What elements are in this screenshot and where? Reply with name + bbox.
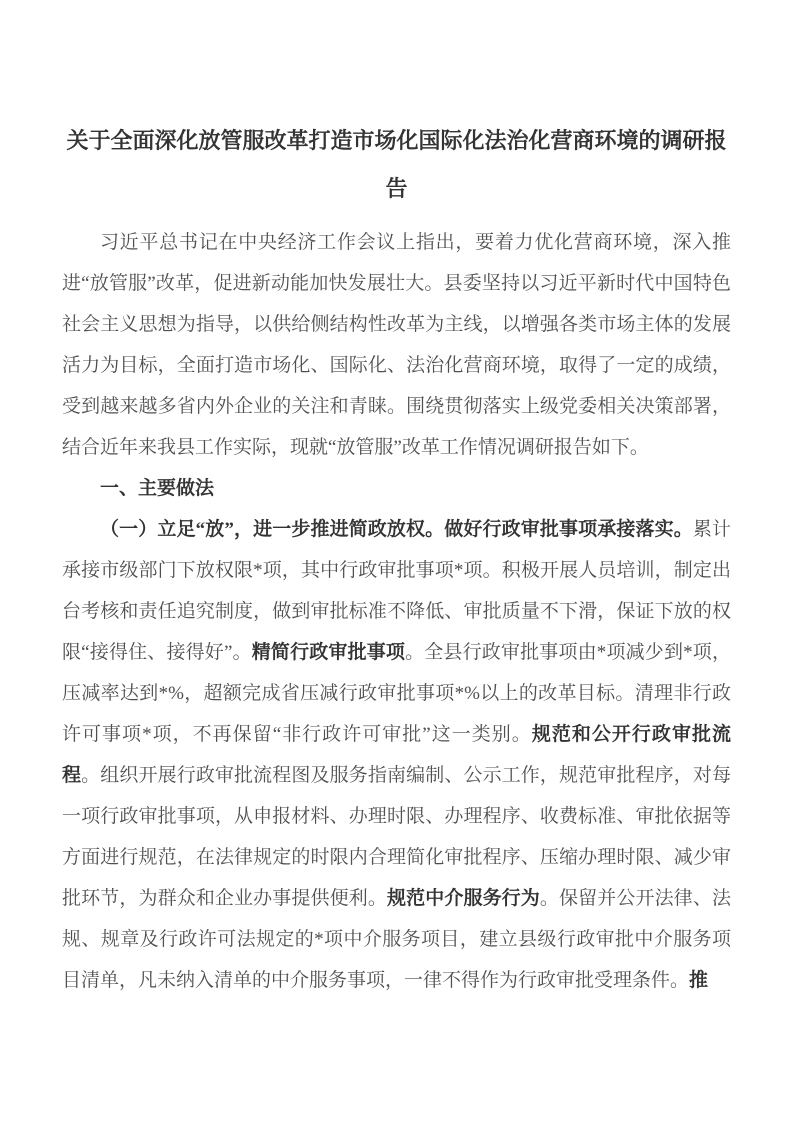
- text-run: 。全县行政审批事项由*项减少到*项，压减率达到*%，超额完成省压减行政审批事项*%以上的改革目标。清理非行政许可事项*项，不再保留“非行政许可审批”这一类别。: [62, 642, 731, 745]
- text-run: 习近平总书记在中央经济工作会议上指出，要着力优化营商环境，深入推进“放管服”改革，促进新动能加快发展壮大。县委坚持以习近平新时代中国特色社会主义思想为指导，以供给侧结构性改革为主线，以增强各类市场主体的发展活力为目标，全面打造市场化、国际化、法治化营商环境，取得了一定的成绩，受到越来越多省内外企业的关注和青睐。围绕贯彻落实上级党委相关决策部署，结合近年来我县工作实际，现就“放管服”改革工作情况调研报告如下。: [62, 232, 731, 458]
- bold-text-run: 精简行政审批事项: [251, 642, 406, 663]
- document-body: [62, 222, 731, 1001]
- text-run: 。组织开展行政审批流程图及服务指南编制、公示工作，规范审批程序，对每一项行政审批事项，从申报材料、办理时限、办理程序、收费标准、审批依据等方面进行规范，在法律规定的时限内合理简化审批程序、压缩办理时限、减少审批环节，为群众和企业办事提供便利。: [62, 765, 731, 909]
- bold-text-run: （一）立足“放”，进一步推进简政放权。做好行政审批事项承接落实。: [100, 519, 693, 540]
- text-run: 累计承接市级部门下放权限*项，其中行政审批事项*项。积极开展人员培训，制定出台考核和责任追究制度，做到审批标准不降低、审批质量不下滑，保证下放的权限“接得住、接得好”。: [62, 519, 731, 663]
- section-1-1-paragraph: [62, 509, 731, 1001]
- bold-text-run: 推: [689, 970, 709, 991]
- intro-paragraph: [62, 222, 731, 468]
- text-run: 。保留并公开法律、法规、规章及行政许可法规定的*项中介服务项目，建立县级行政审批中介服务项目清单，凡未纳入清单的中介服务事项，一律不得作为行政审批受理条件。: [62, 888, 731, 991]
- bold-text-run: 规范中介服务行为: [386, 888, 540, 909]
- section-heading-1: [62, 468, 731, 509]
- bold-text-run: 一、主要做法: [100, 478, 215, 499]
- bold-text-run: 规范和公开行政审批流程: [62, 724, 731, 786]
- document-title: 关于全面深化放管服改革打造市场化国际化法治化营商环境的调研报告: [66, 128, 727, 201]
